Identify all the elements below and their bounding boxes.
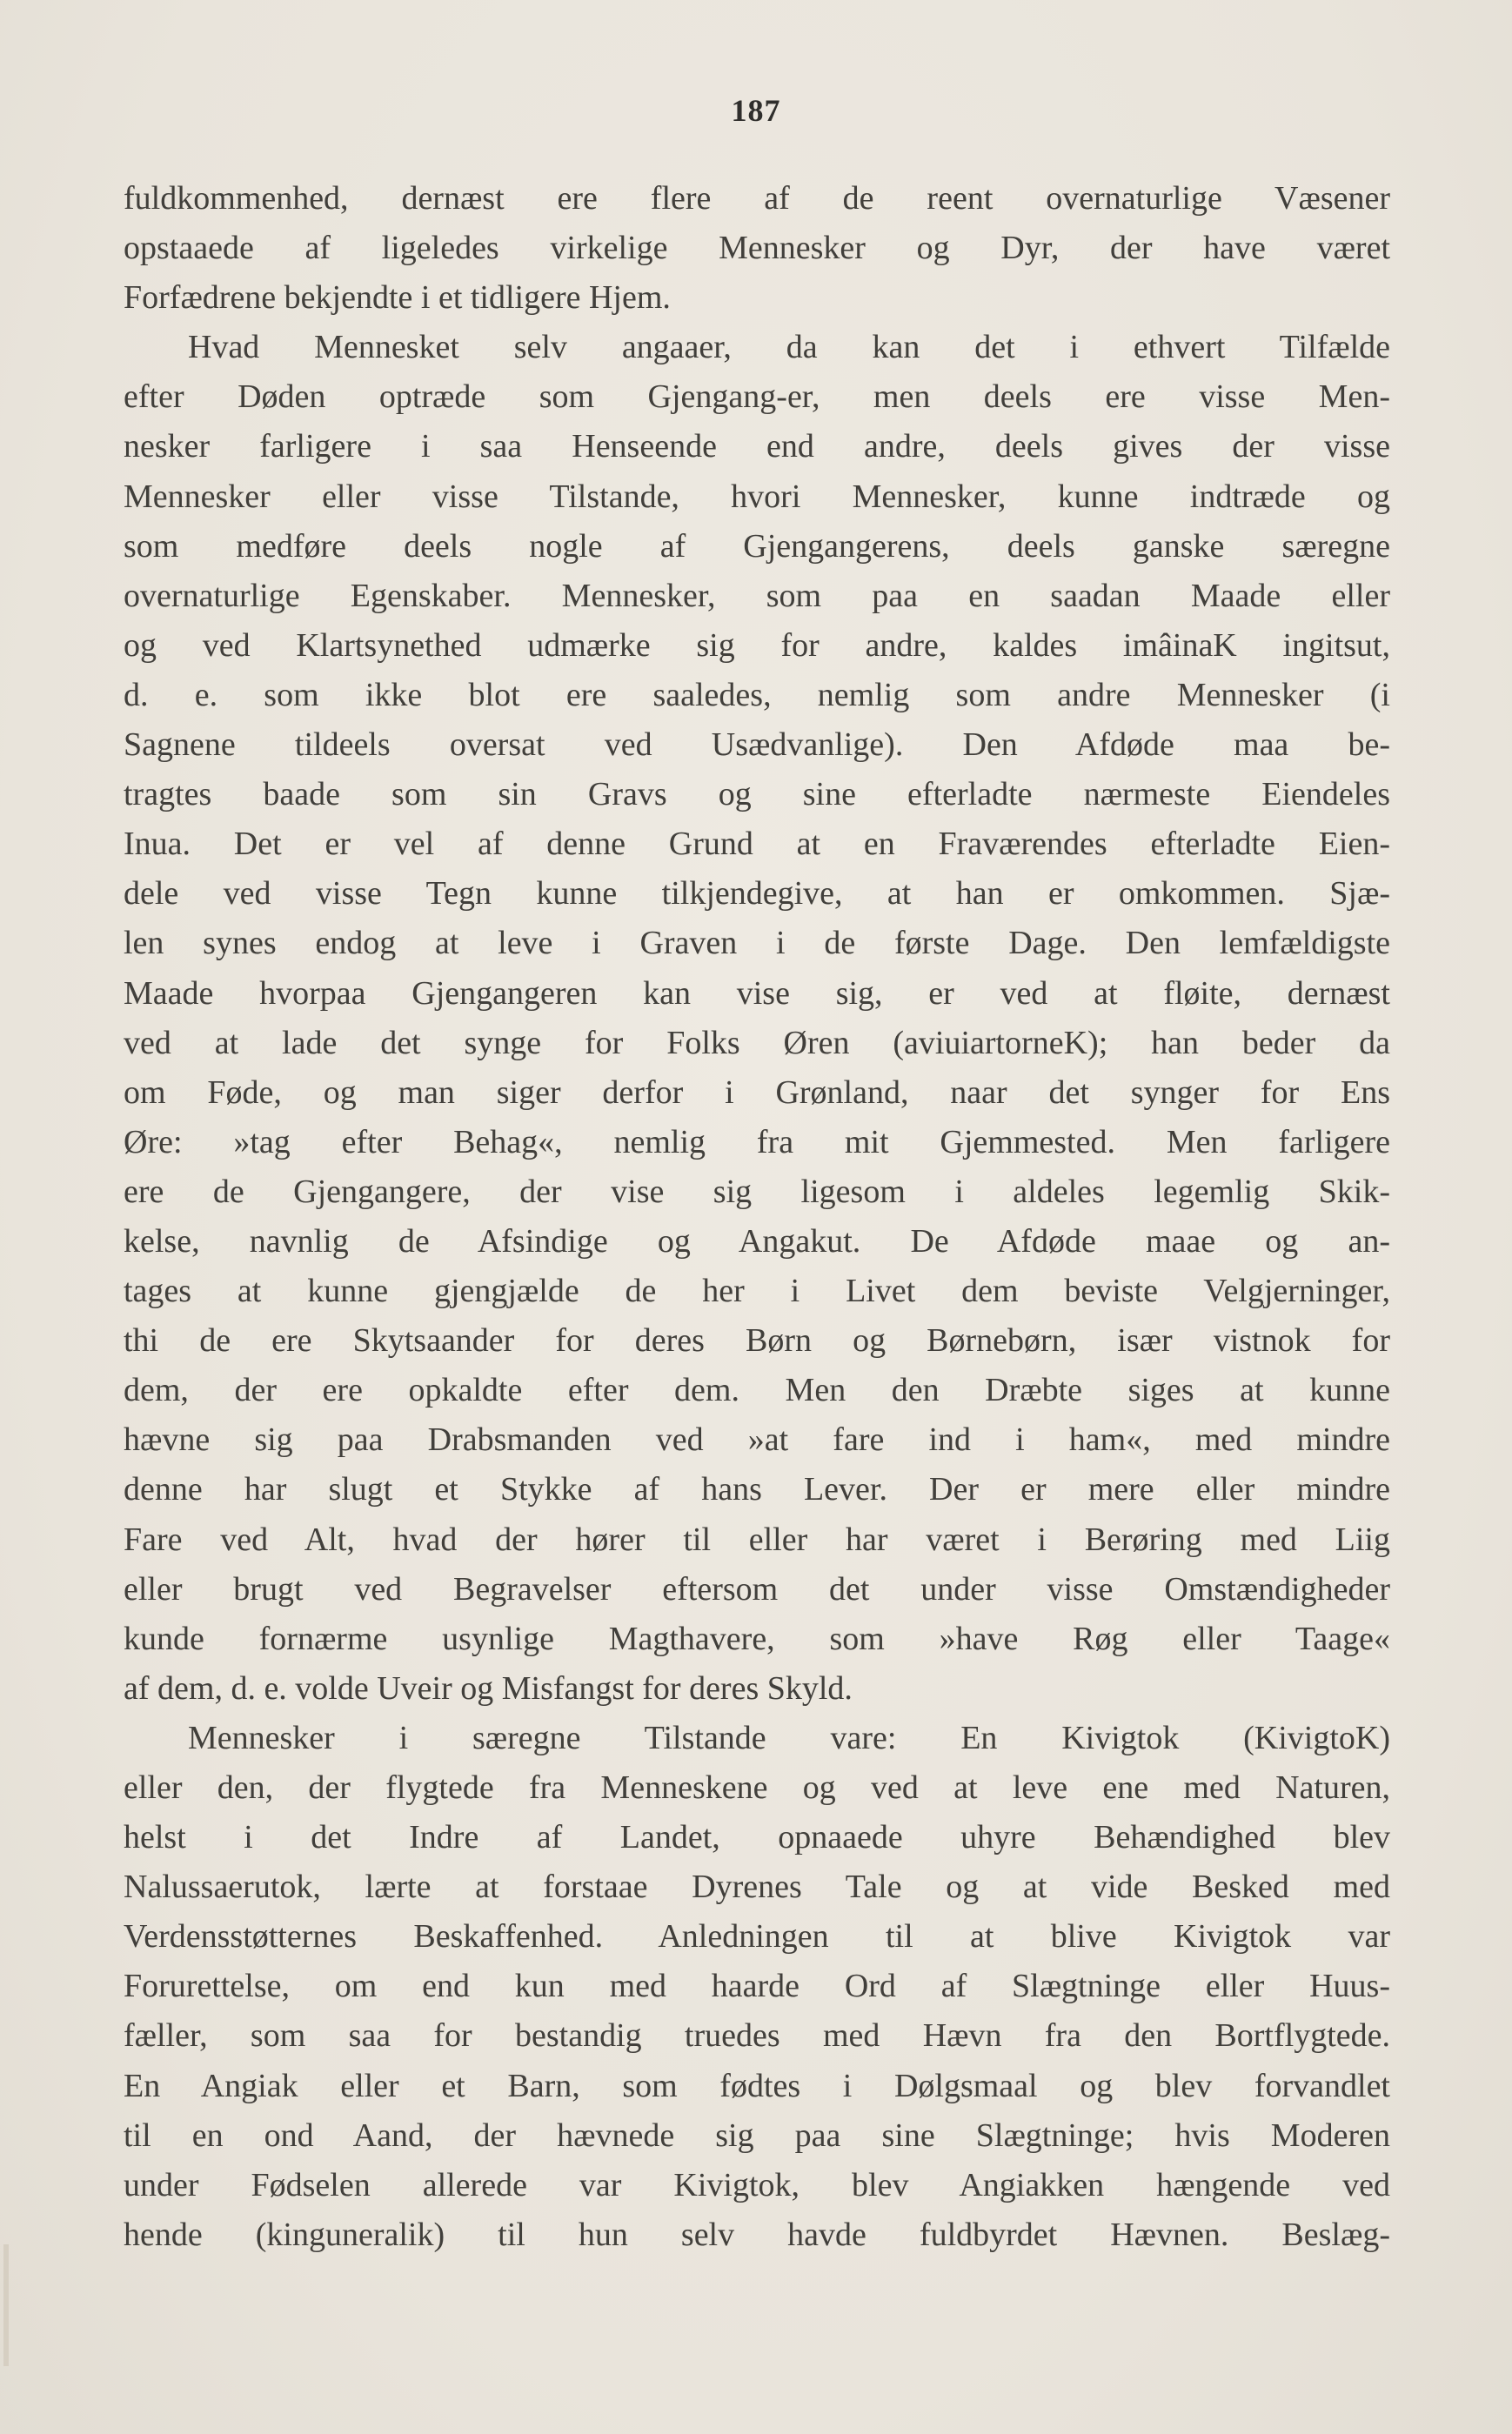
text-line: Forurettelse, om end kun med haarde Ord af Slægtninge eller Huus- — [124, 1968, 1390, 2005]
text-line: kelse, navnlig de Afsindige og Angakut. De Afdøde maae og an- — [124, 1222, 1390, 1260]
text-line: eller den, der flygtede fra Menneskene og ved at leve ene med Naturen, — [124, 1769, 1390, 1806]
text-line: Mennesker eller visse Tilstande, hvori Mennesker, kunne indtræde og — [124, 478, 1390, 515]
text-line: overnaturlige Egenskaber. Mennesker, som paa en saadan Maade eller — [124, 577, 1390, 614]
text-line: Inua. Det er vel af denne Grund at en Fraværendes efterladte Eien- — [124, 826, 1390, 863]
text-line: ved at lade det synge for Folks Øren (aviuiartorneK); han beder da — [124, 1024, 1390, 1061]
text-line: Hvad Mennesket selv angaaer, da kan det i ethvert Tilfælde — [188, 329, 1390, 366]
text-line: Fare ved Alt, hvad der hører til eller har været i Berøring med Liig — [124, 1521, 1390, 1558]
text-line: dem, der ere opkaldte efter dem. Men den Dræbte siges at kunne — [124, 1372, 1390, 1409]
text-line: tages at kunne gjengjælde de her i Livet dem beviste Velgjerninger, — [124, 1273, 1390, 1310]
text-line: efter Døden optræde som Gjengang-er, men deels ere visse Men- — [124, 378, 1390, 416]
text-line: som medføre deels nogle af Gjengangerens, deels ganske særegne — [124, 527, 1390, 565]
page-edge-shadow — [3, 2244, 9, 2366]
text-line: opstaaede af ligeledes virkelige Mennesker og Dyr, der have været — [124, 230, 1390, 267]
text-line: nesker farligere i saa Henseende end andre, deels gives der visse — [124, 428, 1390, 465]
text-line: Øre: »tag efter Behag«, nemlig fra mit Gjemmested. Men farligere — [124, 1123, 1390, 1160]
text-line: Sagnene tildeels oversat ved Usædvanlige). Den Afdøde maa be- — [124, 726, 1390, 764]
text-line: af dem, d. e. volde Uveir og Misfangst for deres Skyld. — [124, 1669, 853, 1707]
text-line: len synes endog at leve i Graven i de første Dage. Den lemfældigste — [124, 925, 1390, 962]
text-line: thi de ere Skytsaander for deres Børn og Børnebørn, især vistnok for — [124, 1322, 1390, 1360]
text-line: Verdensstøtternes Beskaffenhed. Anledningen til at blive Kivigtok var — [124, 1918, 1390, 1956]
text-line: Mennesker i særegne Tilstande vare: En Kivigtok (KivigtoK) — [188, 1719, 1390, 1756]
text-line: helst i det Indre af Landet, opnaaede uhyre Behændighed blev — [124, 1819, 1390, 1856]
text-line: eller brugt ved Begravelser eftersom det under visse Omstændigheder — [124, 1570, 1390, 1608]
text-line: hende (kinguneralik) til hun selv havde fuldbyrdet Hævnen. Beslæg- — [124, 2216, 1390, 2253]
text-line: kunde fornærme usynlige Magthavere, som »have Røg eller Taage« — [124, 1620, 1390, 1657]
text-line: En Angiak eller et Barn, som fødtes i Dølgsmaal og blev forvandlet — [124, 2067, 1390, 2104]
body-text — [124, 174, 1390, 2260]
text-line: fuldkommenhed, dernæst ere flere af de reent overnaturlige Væsener — [124, 180, 1390, 217]
text-line: tragtes baade som sin Gravs og sine efterladte nærmeste Eiendeles — [124, 776, 1390, 813]
text-line: og ved Klartsynethed udmærke sig for andre, kaldes imâinaK ingitsut, — [124, 626, 1390, 664]
text-line: til en ond Aand, der hævnede sig paa sine Slægtninge; hvis Moderen — [124, 2116, 1390, 2154]
text-line: Forfædrene bekjendte i et tidligere Hjem. — [124, 279, 671, 317]
page-number: 187 — [731, 93, 781, 128]
text-line: hævne sig paa Drabsmanden ved »at fare ind i ham«, med mindre — [124, 1421, 1390, 1459]
text-line: dele ved visse Tegn kunne tilkjendegive, at han er omkommen. Sjæ- — [124, 875, 1390, 913]
text-line: Maade hvorpaa Gjengangeren kan vise sig, er ved at fløite, dernæst — [124, 974, 1390, 1012]
text-line: ere de Gjengangere, der vise sig ligesom i aldeles legemlig Skik- — [124, 1173, 1390, 1210]
text-line: denne har slugt et Stykke af hans Lever. Der er mere eller mindre — [124, 1471, 1390, 1508]
text-line: d. e. som ikke blot ere saaledes, nemlig som andre Mennesker (i — [124, 676, 1390, 713]
text-line: under Fødselen allerede var Kivigtok, blev Angiakken hængende ved — [124, 2166, 1390, 2203]
text-line: fæller, som saa for bestandig truedes med Hævn fra den Bortflygtede. — [124, 2017, 1390, 2055]
text-line: Nalussaerutok, lærte at forstaae Dyrenes Tale og at vide Besked med — [124, 1869, 1390, 1906]
text-line: om Føde, og man siger derfor i Grønland, naar det synger for Ens — [124, 1073, 1390, 1111]
